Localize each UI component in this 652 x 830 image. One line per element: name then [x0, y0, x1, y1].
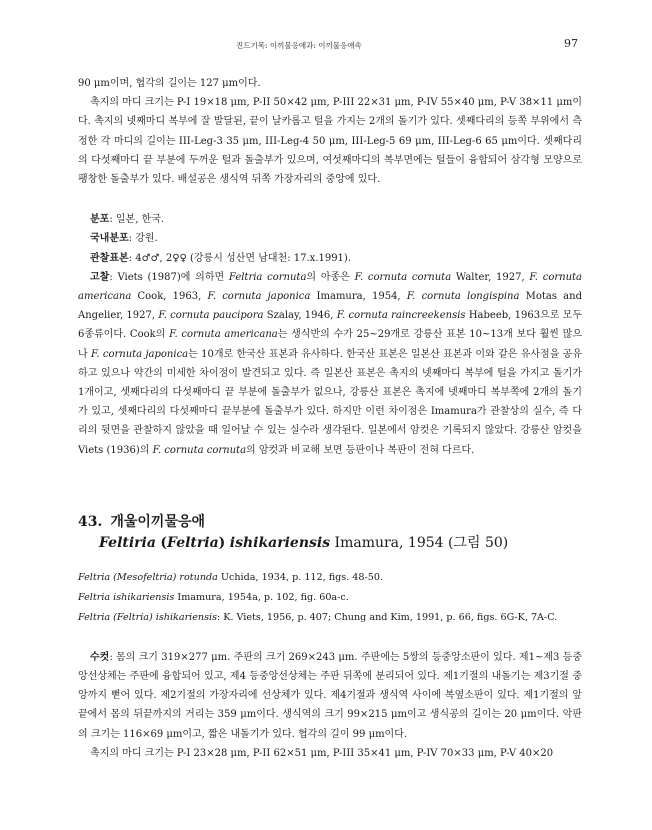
species-epithet: ishikariensis — [229, 534, 331, 551]
remarks-paragraph — [78, 268, 582, 460]
remarks-text: Cook, 1963, — [131, 291, 208, 303]
specimens-label: 관찰표본 — [90, 252, 129, 264]
synonym-entry — [78, 608, 582, 628]
remarks-text: Habeeb, 1963으로 모두 6종류이다. Cook의 — [78, 310, 582, 341]
domestic-distribution-line — [78, 229, 582, 248]
synonym-name: Feltria (Feltria) ishikariensis — [78, 611, 217, 623]
species-author: Imamura, 1954 (그림 50) — [334, 534, 509, 551]
specimens-text: : 4♂♂, 2♀♀ (강릉시 성산면 남대천: 17.x.1991). — [128, 252, 351, 264]
species-heading — [78, 512, 582, 554]
paragraph-palp-legs: 촉지의 마디 크기는 P-I 19×18 μm, P-II 50×42 μm, P-III 22×31 μm, P-IV 55×40 μm, P-V 38×11 μm이다. 촉지의 넷째마디 복부에 잘 발달된, 끝이 날카롭고 털을 가지는 2개의 돌기가 있다. 셋째다리의 등쪽 부위에서 측정한 각 마디의 길이는 III-Leg-3 35 μm, III-Leg-4 50 μm, III-Leg-5 69 μm, III-Leg-6 65 μm이다. 셋째다리의 다섯째마디 끝 부분에 두꺼운 털과 돌출부가 있으며, 여섯째마디의 복부면에는 털들이 융합되어 삼각형 모양으로 팽창한 돌출부가 있다. 배설공은 생식역 뒤쪽 가장자리의 중앙에 있다. — [78, 97, 582, 186]
remarks-text: 는 10개로 한국산 표본과 유사하다. 한국산 표본은 일본산 표본과 이와 같은 유사점을 공유하고 있으나 약간의 미세한 차이점이 발견되고 있다. 즉 일본산 표본은 촉지의 넷째마디 복부에 털을 가지고 돌기가 1개이고, 셋째다리의 다섯째마디 끝 부분에 돌출부가 없으나, 강릉산 표본은 촉지에 넷째마디 복부쪽에 2개의 돌기가 있고, 셋째다리의 다섯째마디 끝부분에 돌출부가 있다. 하지만 이런 차이점은 Imamura가 관찰상의 실수, 즉 다리의 뒷면을 관찰하지 않았을 때 일어날 수 있는 실수라 생각된다. 일본에서 암컷은 기록되지 않았다. 강릉산 암컷을 Viets (1936)의 — [78, 348, 582, 456]
synonym-entry — [78, 588, 582, 608]
synonym-reference: Uchida, 1934, p. 112, figs. 48-50. — [217, 571, 384, 583]
species-subgenus: Feltria — [167, 534, 219, 551]
synonym-list — [78, 568, 582, 628]
synonym-name: Feltria ishikariensis — [78, 591, 175, 603]
synonym-entry — [78, 568, 582, 588]
taxon-name: F. cornuta japonica — [207, 291, 311, 303]
remarks-text: 의 아종은 — [306, 271, 355, 283]
specimens-line — [78, 249, 582, 268]
taxon-name: F. cornuta cornuta — [354, 271, 452, 283]
taxon-name: F. cornuta raincreekensis — [336, 310, 466, 322]
synonym-name: Feltria (Mesofeltria) rotunda — [78, 571, 218, 583]
remarks-text: Szalay, 1946, — [263, 310, 337, 322]
species-genus: Feltiria — [99, 534, 156, 551]
remarks-label: 고찰 — [90, 271, 110, 283]
domestic-label: 국내분포 — [90, 233, 129, 245]
remarks-text: : Viets (1987)에 의하면 — [109, 271, 229, 283]
domestic-text: : 강원. — [128, 233, 158, 245]
page-number: 97 — [564, 37, 578, 50]
species-korean-name: 개울이끼물응애 — [110, 513, 206, 530]
remarks-text: Imamura, 1954, — [310, 291, 407, 303]
taxon-name: F. cornuta longispina — [406, 291, 520, 303]
male-palp-paragraph: 촉지의 마디 크기는 P-I 23×28 μm, P-II 62×51 μm, P-III 35×41 μm, P-IV 70×33 μm, P-V 40×20 — [90, 747, 554, 759]
species-subgenus-paren: (Feltria) — [160, 534, 226, 551]
species-number: 43. — [78, 513, 103, 530]
taxon-name: F. cornuta americana — [169, 329, 278, 341]
species-scientific-title — [78, 532, 582, 554]
taxon-name: F. cornuta americana — [78, 271, 582, 303]
synonym-reference: Imamura, 1954a, p. 102, fig. 60a-c. — [174, 591, 349, 603]
paragraph-chela-length: 90 μm이며, 협각의 길이는 127 μm이다. — [78, 78, 261, 89]
taxon-name: F. cornuta cornuta — [152, 444, 247, 456]
synonym-reference: : K. Viets, 1956, p. 407; Chung and Kim, 1991, p. 66, figs. 6G-K, 7A-C. — [217, 611, 558, 623]
distribution-line — [78, 210, 582, 229]
male-description — [78, 648, 582, 763]
remarks-text: 는 생식반의 수가 25~29개로 강릉산 표본 10~13개 보다 훨씬 많으나 — [78, 329, 582, 360]
remarks-text: 의 암컷과 비교해 보면 등판이나 복판이 전혀 다르다. — [246, 444, 475, 456]
distribution-label: 분포 — [90, 214, 110, 226]
running-title: 진드기목: 이끼물응애과: 이끼물응애속 — [236, 41, 362, 50]
male-label: 수컷 — [90, 651, 110, 663]
page-body — [78, 74, 582, 763]
remarks-text: Motas and Angelier, 1927, — [78, 291, 582, 322]
male-body-paragraph — [78, 648, 582, 744]
distribution-text: : 일본, 한국. — [109, 214, 165, 226]
taxon-name: F. cornuta japonica — [90, 348, 189, 360]
remarks-text: Walter, 1927, — [451, 271, 530, 283]
taxon-name: F. cornuta paucipora — [158, 310, 264, 322]
male-body-text: : 몸의 크기 319×277 μm. 주판의 크기 269×243 μm. 주판에는 5쌍의 등중앙소판이 있다. 제1~제3 등중앙선상체는 주판에 융합되어 있고, 제4 등중앙선상체는 주판 뒤쪽에 분리되어 있다. 제1기절의 내돌기는 제3기절 중앙까지 뻗어 있다. 제2기절의 가장자리에 선상체가 있다. 제4기절과 생식역 사이에 복옆소판이 있다. 제1기절의 앞끝에서 몸의 뒤끝까지의 거리는 359 μm이다. 생식역의 크기 99×215 μm이고 생식공의 길이는 20 μm이다. 악판의 크기는 116×69 μm이고, 짧은 내돌기가 있다. 협각의 길이 99 μm이다. — [78, 651, 582, 740]
taxon-name: Feltria cornuta — [228, 271, 307, 283]
species-korean-title — [78, 512, 582, 532]
